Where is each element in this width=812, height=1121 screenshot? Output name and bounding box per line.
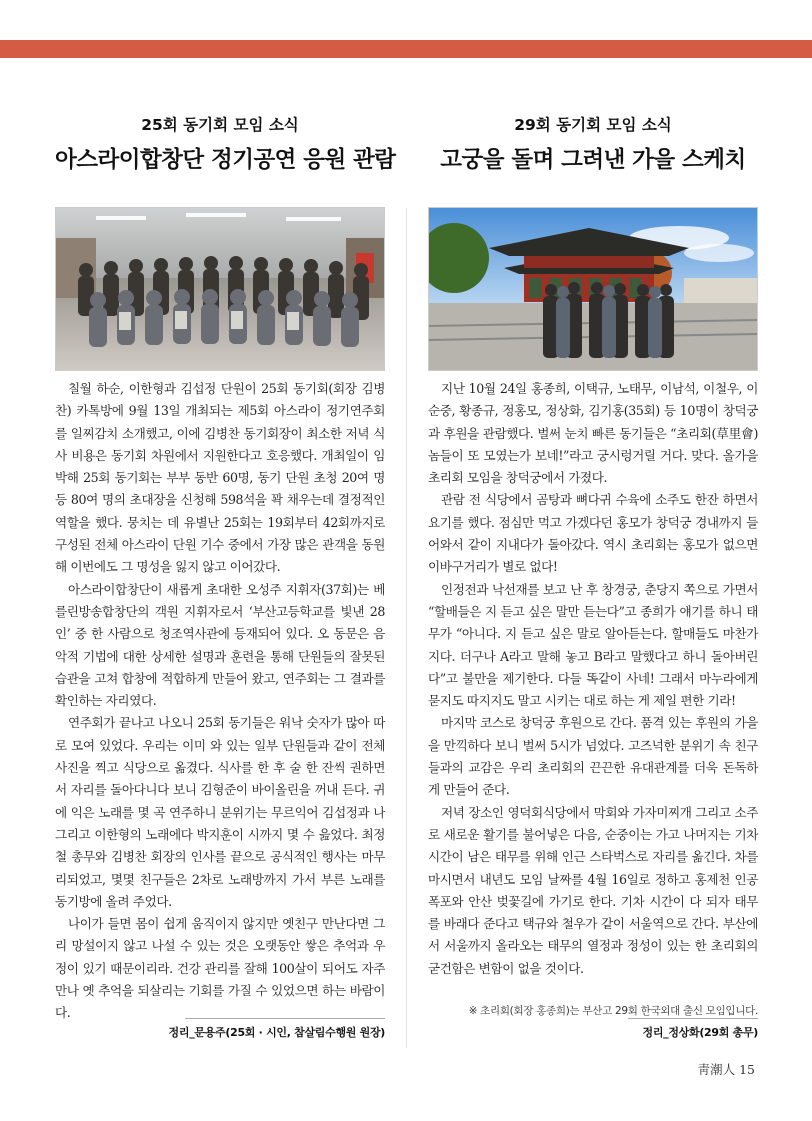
right-paragraph-3: 인정전과 낙선재를 보고 난 후 창경궁, 춘당지 쪽으로 가면서 “할배들은 지 듣고 싶은 말만 듣는다”고 종희가 얘기를 하니 태무가 “아니다. 지 듣고 싶은 말로 알아듣는다. 할매들도 마찬가지다. 더구나 A라고 말해 놓고 B라고 말했다고 하니 돌아버린다”고 불만을 제기한다. 다들 똑같이 사네! 그래서 마누라에게 묻지도 따지지도 말고 시키는 대로 하는 게 제일 편한 기라!	[428, 581, 758, 709]
page-number: 靑潮人 15	[697, 1062, 755, 1077]
right-paragraph-5: 저녁 장소인 영덕회식당에서 막회와 가자미찌개 그리고 소주로 새로운 활기를 불어넣은 다음, 순중이는 가고 나머지는 기차 시간이 남은 태무를 위해 인근 스타벅스로 자리를 옮긴다. 차를 마시면서 내년도 모임 날짜를 4월 16일로 정하고 홍제천 인공폭포와 안산 벚꽃길에 가기로 한다. 기차 시간이 다 되자 태무를 바래다 준다고 택규와 철우가 같이 서울역으로 간다. 부산에서 서울까지 올라오는 태무의 열정과 정성이 있는 한 초리회의 굳건함은 변함이 없을 것이다.	[428, 804, 758, 976]
right-credit: 정리_정상화(29회 총무)	[642, 1026, 758, 1039]
right-body	[428, 378, 758, 980]
left-body	[55, 378, 385, 1025]
left-kicker: 25회 동기회 모임 소식	[141, 116, 299, 134]
right-paragraph-1: 지난 10월 24일 홍종희, 이택규, 노태무, 이남석, 이철우, 이순중, 황종규, 정홍모, 정상화, 김기홍(35회) 등 10명이 창덕궁과 후원을 관람했다. 벌써 눈치 빠른 동기들은 “초리회(草里會) 놈들이 또 모였는가 보네!”라고 궁시렁거릴 거다. 맞다. 올가을 초리회 모임을 창덕궁에서 가졌다.	[428, 381, 758, 486]
right-kicker: 29회 동기회 모임 소식	[514, 116, 672, 134]
group-photo-image	[55, 207, 385, 371]
right-paragraph-2: 관람 전 식당에서 곰탕과 뼈다귀 수육에 소주도 한잔 하면서 요기를 했다. 점심만 먹고 가겠다던 홍모가 창덕궁 경내까지 들어와서 같이 지내다가 돌아갔다. 역시 초리회는 홍모가 없으면 이바구거리가 별로 없다!	[428, 492, 758, 575]
left-credit: 정리_문용주(25회 · 시인, 참살림수행원 원장)	[168, 1026, 385, 1039]
palace-photo-image	[428, 207, 758, 371]
right-paragraph-4: 마지막 코스로 창덕궁 후원으로 간다. 품격 있는 후원의 가을을 만끽하다 보니 벌써 5시가 넘었다. 고즈넉한 분위기 속 친구들과의 교감은 우리 초리회의 끈끈한 유대관계를 더욱 돈독하게 만들어 준다.	[428, 715, 758, 798]
left-paragraph-2: 아스라이합창단이 새롭게 초대한 오성주 지휘자(37회)는 베를린방송합창단의 객원 지휘자로서 ‘부산고등학교를 빛낸 28인’ 중 한 사람으로 청조역사관에 등재되어 있다. 오 동문은 음악적 기법에 대한 상세한 설명과 훈련을 통해 단원들의 잘못된 습관을 고쳐 합창에 적합하게 만들어 왔고, 연주회는 그 결과를 확인하는 자리였다.	[55, 581, 385, 709]
left-headline: 아스라이합창단 정기공연 응원 관람	[55, 147, 396, 173]
right-footnote: ※ 초리회(회장 홍종희)는 부산고 29회 한국외대 출신 모임입니다.	[468, 1005, 758, 1017]
column-divider	[406, 208, 407, 1048]
right-headline: 고궁을 돌며 그려낸 가을 스케치	[440, 147, 746, 173]
left-paragraph-1: 칠월 하순, 이한형과 김섭정 단원이 25회 동기회(회장 김병찬) 카톡방에 9월 13일 개최되는 제5회 아스라이 정기연주회를 일찌감치 소개했고, 이에 김병찬 동기회장이 최소한 저녁 식사 비용은 동기회 차원에서 지원한다고 호응했다. 개최일이 임박해 25회 동기회는 부부 동반 60명, 동기 단원 초청 20여 명 등 80여 명의 초대장을 신청해 598석을 꽉 채우는데 결정적인 역할을 했다. 뭉치는 데 유별난 25회는 19회부터 42회까지로 구성된 전체 아스라이 단원 기수 중에서 가장 많은 관객을 동원해 이번에도 그 명성을 잃지 않고 이어갔다.	[55, 381, 385, 575]
left-credit-rule	[185, 1018, 385, 1019]
left-paragraph-3: 연주회가 끝나고 나오니 25회 동기들은 워낙 숫자가 많아 따로 모여 있었다. 우리는 이미 와 있는 일부 단원들과 같이 전체 사진을 찍고 식당으로 옮겼다. 식사를 한 후 술 한 잔씩 권하면서 자리를 돌아다니다 보니 김형준이 바이올린을 꺼내 든다. 귀에 익은 노래를 몇 곡 연주하니 분위기는 무르익어 김섭정과 나 그리고 이한형의 노래에다 박지훈이 시까지 몇 수 읊었다. 최정철 총무와 김병찬 회장의 인사를 끝으로 공식적인 행사는 마무리되었고, 몇몇 친구들은 2차로 노래방까지 가서 부른 노래를 동기방에 올려 주었다.	[55, 715, 385, 909]
left-paragraph-4: 나이가 들면 몸이 쉽게 움직이지 않지만 옛친구 만난다면 그리 망설이지 않고 나설 수 있는 것은 오랫동안 쌓은 추억과 우정이 있기 때문이리라. 건강 관리를 잘해 100살이 되어도 자주 만나 옛 추억을 되살리는 기회를 가질 수 있었으면 하는 바람이다.	[55, 916, 385, 1021]
accent-bar	[0, 40, 812, 58]
right-credit-rule	[628, 1018, 758, 1019]
